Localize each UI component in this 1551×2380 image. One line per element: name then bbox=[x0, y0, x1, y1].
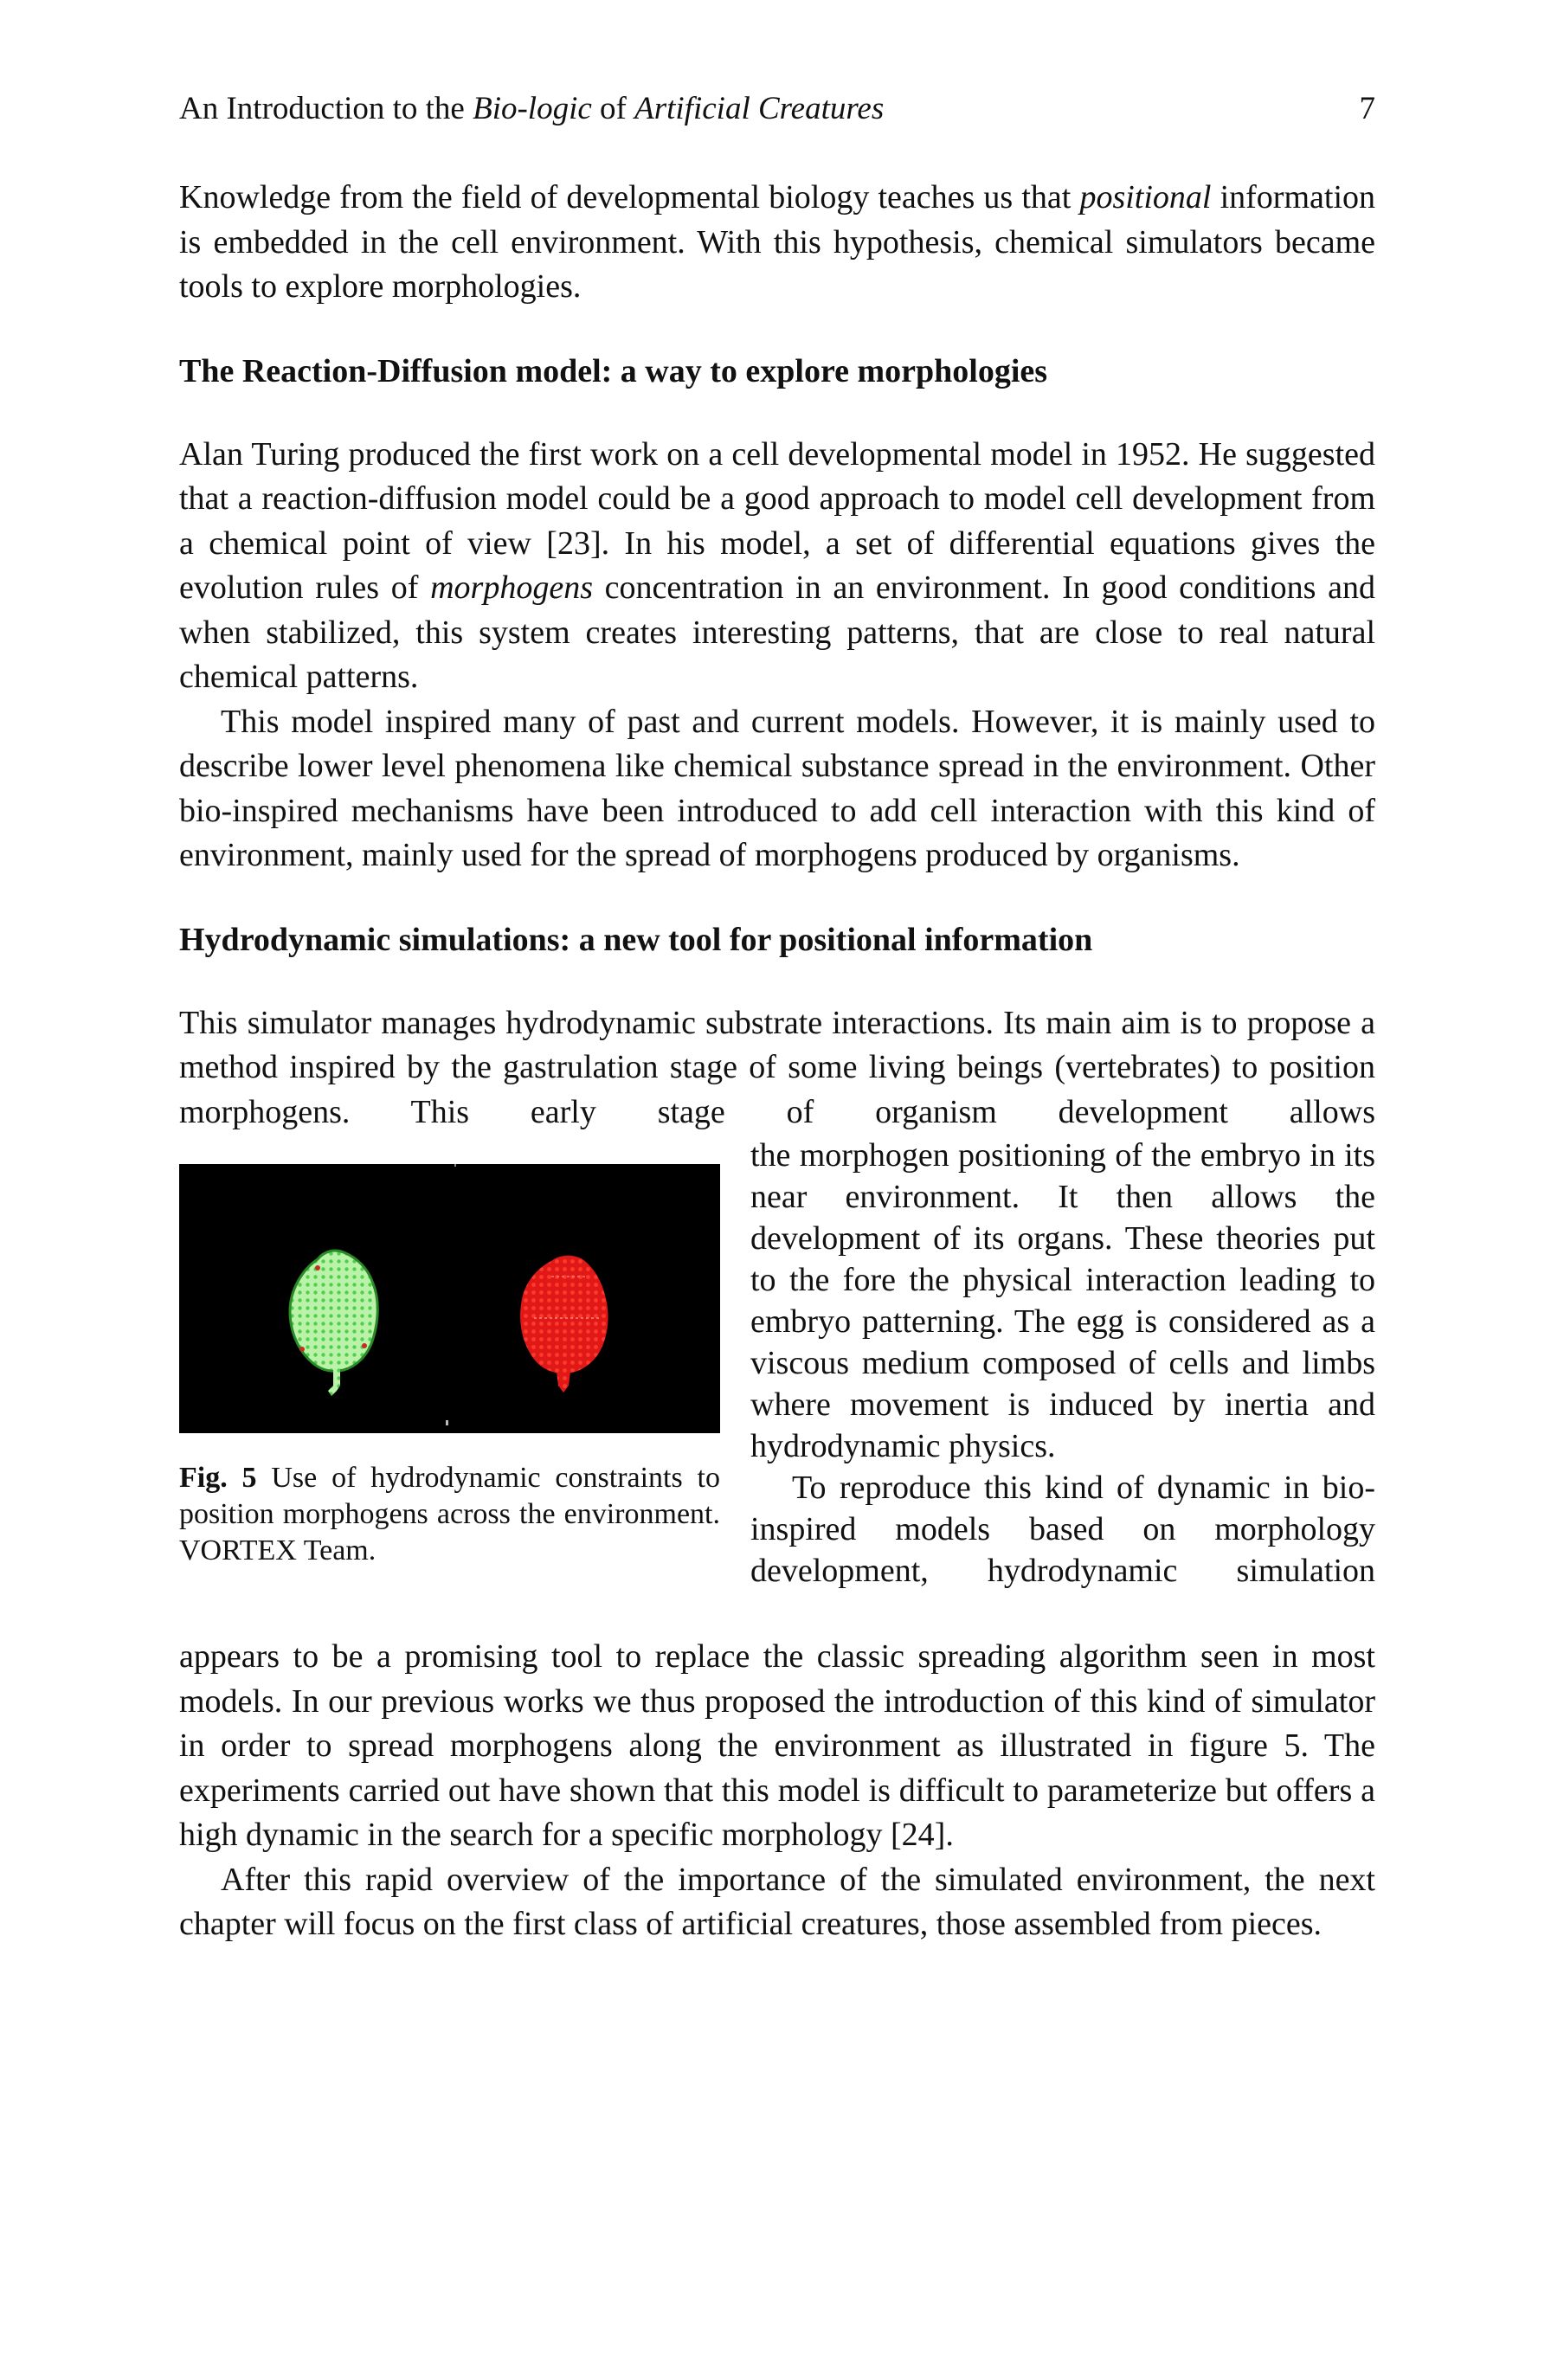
section-heading-reaction-diffusion: The Reaction-Diffusion model: a way to explore morphologies bbox=[179, 352, 1048, 389]
section-heading-hydrodynamic: Hydrodynamic simulations: a new tool for positional information bbox=[179, 921, 1093, 958]
figure-5 bbox=[179, 1135, 720, 1635]
intro-paragraph: Knowledge from the field of developmental biology teaches us that positional information is embedded in the cell environment. With this hypothesis, chemical simulators became tools to explore morphologies. bbox=[179, 179, 1376, 305]
running-title: An Introduction to the Bio-logic of Artificial Creatures bbox=[179, 91, 885, 126]
body-text bbox=[179, 176, 1375, 1947]
paragraph-turing: Alan Turing produced the first work on a cell developmental model in 1952. He suggested that a reaction-diffusion model could be a good approach to model cell development from a chemical point of view [23]. In his model, a set of differential equations gives the evolution rules of morphogens concentration in an environment. In good conditions and when stabilized, this system creates interesting patterns, that are close to real natural chemical patterns. bbox=[179, 435, 1376, 695]
figure-image bbox=[179, 1164, 720, 1433]
running-header bbox=[179, 92, 1375, 126]
paragraph-simulator-wrap: the morphogen positioning of the embryo in its near environment. It then allows the development of its organs. These theories put to the fore the physical interaction leading to embryo patterning. The egg is considered as a viscous medium composed of cells and limbs where movement is induced by inertia and hydrodynamic physics. bbox=[750, 1137, 1375, 1464]
figure-caption: Fig. 5 Use of hydrodynamic constraints to position morphogens across the environment. VORTEX Team. bbox=[179, 1462, 720, 1566]
paragraph-reproduce-wrap: To reproduce this kind of dynamic in bio-inspired models based on morphology development, hydrodynamic simulation bbox=[750, 1470, 1375, 1589]
figure-with-wrapped-text bbox=[179, 1135, 1375, 1635]
wrapped-text-column bbox=[750, 1135, 1375, 1592]
paragraph-simulator-top: This simulator manages hydrodynamic substrate interactions. Its main aim is to propose a method inspired by the gastrulation stage of some living beings (vertebrates) to position morphogens. This early stage of organism development allows bbox=[179, 1004, 1375, 1130]
paragraph-reproduce-rest: appears to be a promising tool to replace the classic spreading algorithm seen in most models. In our previous works we thus proposed the introduction of this kind of simulator in order to spread morphogens along the environment as illustrated in figure 5. The experiments carried out have shown that this model is difficult to parameterize but offers a high dynamic in the search for a specific morphology [24]. bbox=[179, 1638, 1375, 1853]
paragraph-inspired-models: This model inspired many of past and current models. However, it is mainly used to describe lower level phenomena like chemical substance spread in the environment. Other bio-inspired mechanisms have been introduced to add cell interaction with this kind of environment, mainly used for the spread of morphogens produced by organisms. bbox=[179, 703, 1375, 873]
morphogen-simulation-image bbox=[179, 1164, 720, 1433]
page-number: 7 bbox=[1359, 91, 1375, 126]
paragraph-overview: After this rapid overview of the importance of the simulated environment, the next chapter will focus on the first class of artificial creatures, those assembled from pieces. bbox=[179, 1861, 1375, 1942]
